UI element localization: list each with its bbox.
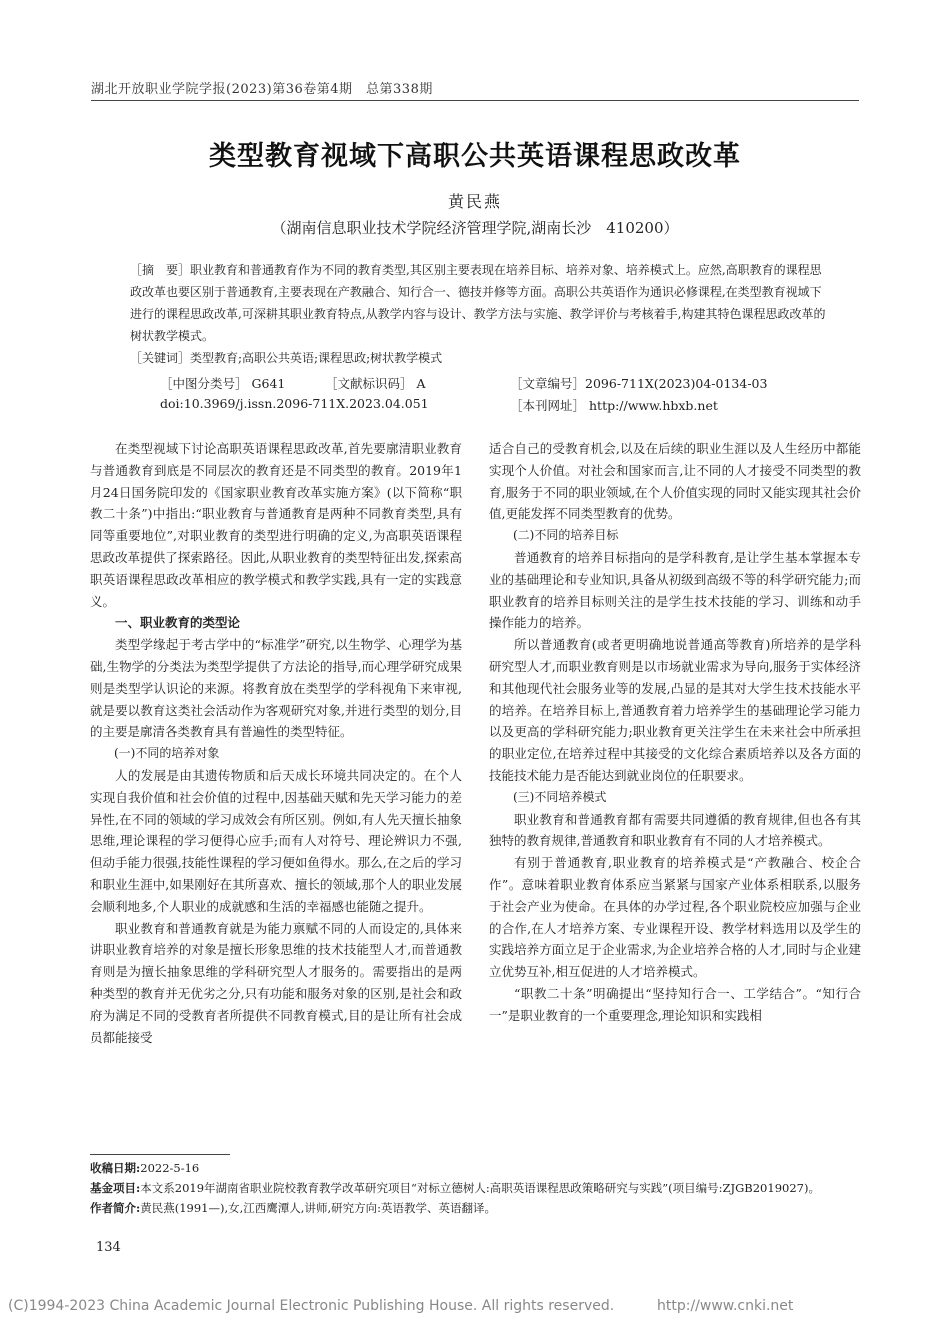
- clc-value: G641: [251, 376, 286, 391]
- keywords-label: ［关键词］: [130, 351, 191, 365]
- abstract-paragraph: [130, 259, 830, 347]
- clc-label: ［中图分类号］: [160, 376, 248, 391]
- fund-label: 基金项目:: [90, 1181, 141, 1195]
- fund-info: [90, 1178, 860, 1198]
- journal-header: 湖北开放职业学院学报(2023)第36卷第4期 总第338期: [91, 82, 433, 97]
- doc-code-value: A: [416, 376, 426, 391]
- body-column-left: [90, 438, 462, 1048]
- author-bio: [90, 1198, 860, 1218]
- keywords-line: [130, 347, 830, 369]
- bio-label: 作者简介:: [90, 1201, 141, 1215]
- body-paragraph: 人的发展是由其遗传物质和后天成长环境共同决定的。在个人实现自我价值和社会价值的过程中,因基础天赋和先天学习能力的差异性,在不同的领域的学习成效会有所区别。例如,有人先天擅长抽象思维,理论课程的学习便得心应手;而有人对符号、理论辨识力不强,但动手能力很强,技能性课程的学习便如鱼得水。那么,在之后的学习和职业生涯中,如果刚好在其所喜欢、擅长的领域,那个人的职业发展会顺利地多,个人职业的成就感和生活的幸福感也能随之提升。: [90, 767, 462, 914]
- article-no-label: ［文章编号］: [510, 376, 586, 391]
- section-heading-1: 一、职业教育的类型论: [115, 615, 241, 631]
- abstract-label: ［摘 要］: [130, 263, 191, 277]
- body-paragraph: 普通教育的培养目标指向的是学科教育,是让学生基本掌握本专业的基础理论和专业知识,具备从初级到高级不等的科学研究能力;而职业教育的培养目标则关注的是学生技术技能的学习、训练和动手操作能力的培养。: [489, 549, 861, 631]
- author-affiliation: （湖南信息职业技术学院经济管理学院,湖南长沙 410200）: [271, 219, 679, 237]
- body-paragraph: 职业教育和普通教育都有需要共同遵循的教育规律,但也各有其独特的教育规律,普通教育和职业教育有不同的人才培养模式。: [489, 811, 861, 849]
- abstract-text: 职业教育和普通教育作为不同的教育类型,其区别主要表现在培养目标、培养对象、培养模式上。应然,高职教育的课程思政改革也要区别于普通教育,主要表现在产教融合、知行合一、德技并修等方面。高职公共英语作为通识必修课程,在类型教育视域下进行的课程思政改革,可深耕其职业教育特点,从教学内容与设计、教学方法与实施、教学评价与考核着手,构建其特色课程思政改革的树状教学模式。: [130, 263, 826, 343]
- body-column-right: [489, 438, 861, 1027]
- cnki-link[interactable]: http://www.cnki.net: [657, 1298, 794, 1314]
- page-number: 134: [96, 1240, 121, 1255]
- header-rule: [91, 100, 859, 101]
- body-paragraph: 职业教育和普通教育就是为能力禀赋不同的人而设定的,具体来讲职业教育培养的对象是擅长形象思维的技术技能型人才,而普通教育则是为擅长抽象思维的学科研究型人才服务的。需要指出的是两种类型的教育并无优劣之分,只有功能和服务对象的区别,是社会和政府为满足不同的受教育者所提供不同教育模式,目的是让所有社会成员都能接受: [90, 920, 462, 1045]
- subsection-heading: (三)不同培养模式: [513, 789, 607, 804]
- author-name: 黄民燕: [447, 192, 502, 211]
- copyright-notice: (C)1994-2023 China Academic Journal Electronic Publishing House. All rights reserved.: [8, 1298, 615, 1314]
- abstract-block: [130, 259, 830, 369]
- url-label: ［本刊网址］: [510, 398, 586, 413]
- body-paragraph: 在类型视域下讨论高职英语课程思政改革,首先要廓清职业教育与普通教育到底是不同层次的教育还是不同类型的教育。2019年1月24日国务院印发的《国家职业教育改革实施方案》(以下简称“职教二十条”)中指出:“职业教育与普通教育是两种不同教育类型,具有同等重要地位”,对职业教育的类型进行明确的定义,为高职英语课程思政改革提供了探索路径。因此,从职业教育的类型特征出发,探索高职英语课程思政改革相应的教学模式和教学实践,具有一定的实践意义。: [90, 441, 462, 609]
- doc-code-label: ［文献标识码］: [325, 376, 413, 391]
- article-number: [510, 374, 767, 392]
- keywords-text: 类型教育;高职公共英语;课程思政;树状教学模式: [190, 351, 443, 365]
- fund-value: 本文系2019年湖南省职业院校教育教学改革研究项目“对标立德树人:高职英语课程思政策略研究与实践”(项目编号:ZJGB2019027)。: [140, 1181, 820, 1195]
- footnote-block: [90, 1158, 860, 1218]
- body-paragraph: 类型学缘起于考古学中的“标准学”研究,以生物学、心理学为基础,生物学的分类法为类型学提供了方法论的指导,而心理学研究成果则是类型学认识论的来源。将教育放在类型学的学科视角下来审视,就是要以教育这类社会活动作为客观研究对象,并进行类型的划分,目的主要是廓清各类教育具有普遍性的类型特征。: [90, 637, 462, 740]
- subsection-heading: (二)不同的培养目标: [513, 528, 619, 543]
- received-label: 收稿日期:: [90, 1161, 141, 1175]
- body-paragraph: “职教二十条”明确提出“坚持知行合一、工学结合”。“知行合一”是职业教育的一个重要理念,理论知识和实践相: [489, 985, 861, 1023]
- article-no-value: 2096-711X(2023)04-0134-03: [585, 376, 768, 391]
- bio-value: 黄民燕(1991—),女,江西鹰潭人,讲师,研究方向:英语教学、英语翻译。: [140, 1201, 496, 1215]
- url-link[interactable]: http://www.hbxb.net: [589, 398, 718, 413]
- body-paragraph: 适合自己的受教育机会,以及在后续的职业生涯以及人生经历中都能实现个人价值。对社会和国家而言,让不同的人才接受不同类型的教育,服务于不同的职业领域,在个人价值实现的同时又能实现其社会价值,更能发挥不同类型教育的优势。: [489, 441, 861, 522]
- doi[interactable]: doi:10.3969/j.issn.2096-711X.2023.04.051: [160, 396, 429, 411]
- body-paragraph: 所以普通教育(或者更明确地说普通高等教育)所培养的是学科研究型人才,而职业教育则是以市场就业需求为导向,服务于实体经济和其他现代社会服务业等的发展,凸显的是其对大学生技术技能水平的培养。在培养目标上,普通教育着力培养学生的基础理论学习能力以及更高的学科研究能力;职业教育更关注学生在未来社会中所承担的职业定位,在培养过程中其接受的文化综合素质培养以及各方面的技能技术能力是否能达到就业岗位的任职要求。: [489, 637, 861, 783]
- journal-url: [510, 396, 718, 414]
- clc-number: [160, 374, 285, 392]
- footnote-rule: [90, 1154, 230, 1155]
- article-title: 类型教育视域下高职公共英语课程思政改革: [209, 141, 741, 172]
- received-date: [90, 1158, 860, 1178]
- document-code: [325, 374, 426, 392]
- received-value: 2022-5-16: [140, 1161, 200, 1175]
- body-paragraph: 有别于普通教育,职业教育的培养模式是“产教融合、校企合作”。意味着职业教育体系应当紧紧与国家产业体系相联系,以服务于社会产业为使命。在具体的办学过程,各个职业院校应加强与企业的合作,在人才培养方案、专业课程开设、教学材料选用以及学生的实践培养方面立足于企业需求,为企业培养合格的人才,同时与企业建立优势互补,相互促进的人才培养模式。: [489, 855, 861, 980]
- subsection-heading: (一)不同的培养对象: [114, 746, 220, 761]
